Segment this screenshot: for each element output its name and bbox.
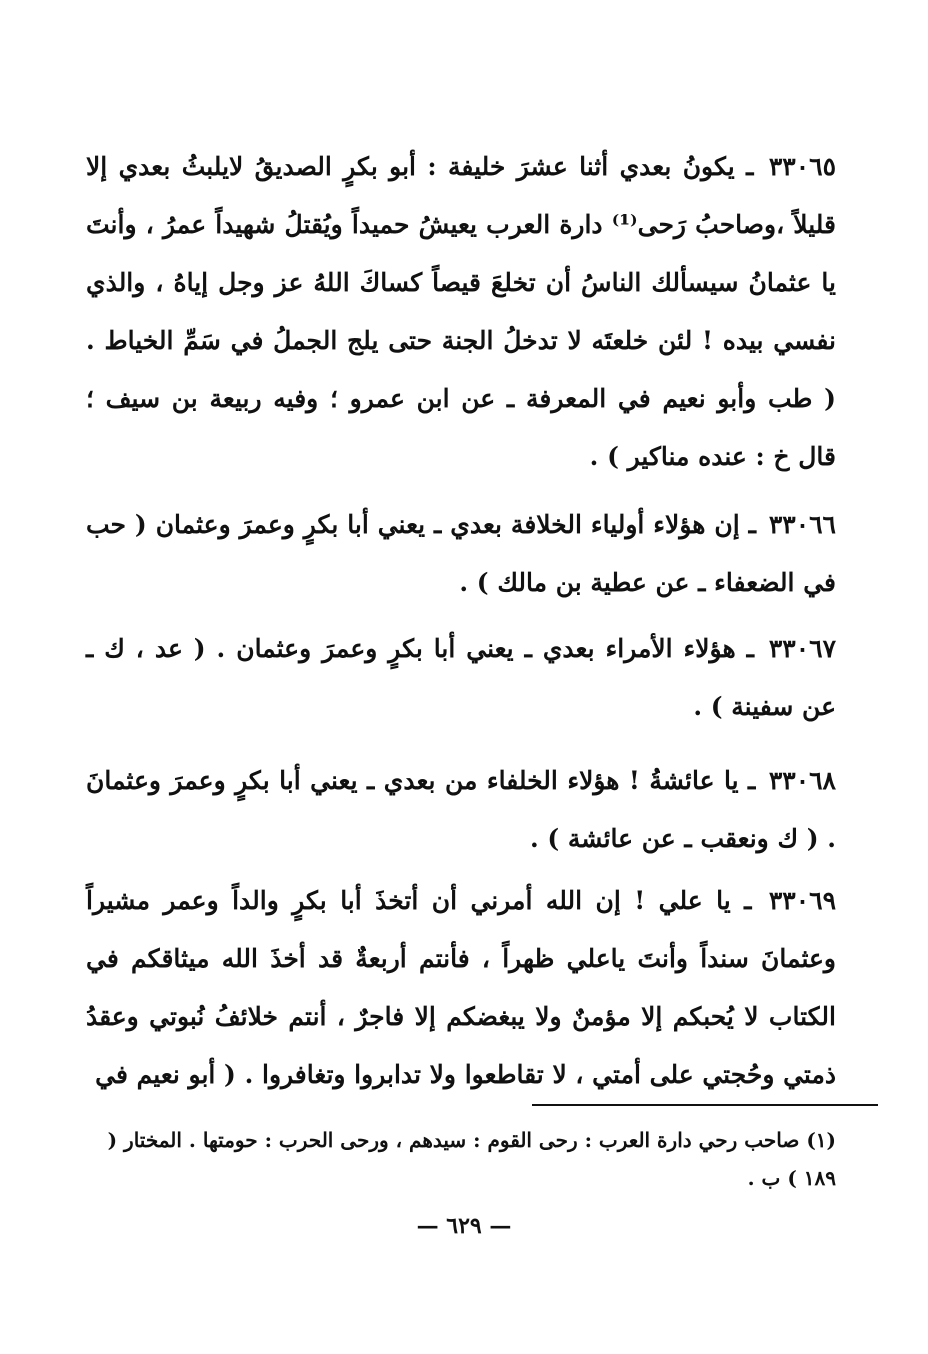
hadith-number: ٣٣٠٦٦ xyxy=(768,510,836,539)
hadith-33066 xyxy=(86,496,836,612)
hadith-number: ٣٣٠٦٩ xyxy=(768,886,836,915)
hadith-33067 xyxy=(86,620,836,736)
hadith-text: ـ إن هؤلاء أولياء الخلافة بعدي ـ يعني أبا بكرٍ وعمرَ وعثمان ( حب في الضعفاء ـ عن عطية بن مالك ) . xyxy=(86,510,836,597)
hadith-text: ـ يكونُ بعدي أثنا عشرَ خليفة : أبو بكرٍ الصديقُ لايلبثُ بعدي إلا قليلاً ،وصاحبُ رَحى⁽¹⁾ دارة العرب يعيشُ حميداً ويُقتلُ شهيداً عمرُ ، وأنتَ يا عثمانُ سيسألك الناسُ أن تخلعَ قيصاً كساكَ اللهُ عز وجل إياهُ ، والذي نفسي بيده ! لئن خلعتَه لا تدخلُ الجنة حتى يلج الجملُ في سَمِّ الخياط . ( طب وأبو نعيم في المعرفة ـ عن ابن عمرو ؛ وفيه ربيعة بن سيف ؛ قال خ : عنده مناكير ) . xyxy=(86,152,836,471)
hadith-text: ـ يا عائشةُ ! هؤلاء الخلفاء من بعدي ـ يعني أبا بكرٍ وعمرَ وعثمانَ . ( ك ونعقب ـ عن عائشة ) . xyxy=(86,766,836,853)
footnote: (١) صاحب رحي دارة العرب : رحى القوم : سيدهم ، ورحى الحرب : حومتها . المختار ( ١٨٩ ) ب . xyxy=(107,1128,836,1190)
hadith-number: ٣٣٠٦٨ xyxy=(768,766,836,795)
hadith-33069 xyxy=(86,872,836,1104)
hadith-number: ٣٣٠٦٧ xyxy=(768,634,836,663)
footnote-divider xyxy=(532,1104,878,1106)
hadith-33068 xyxy=(86,752,836,868)
hadith-33065 xyxy=(86,138,836,486)
page-number: — ٦٢٩ — xyxy=(416,1213,512,1239)
hadith-text: ـ يا علي ! إن الله أمرني أن أتخذَ أبا بكرٍ والداً وعمر مشيراً وعثمانَ سنداً وأنتَ ياعلي ظهراً ، فأنتم أربعةٌ قد أخذَ الله ميثاقكم في الكتاب لا يُحبكم إلا مؤمنٌ ولا يبغضكم إلا فاجرٌ ، أنتم خلائفُ نُبوتي وعقدُ ذمتي وحُجتي على أمتي ، لا تقاطعوا ولا تدابروا وتغافروا . ( أبو نعيم في xyxy=(86,886,836,1089)
hadith-text: ـ هؤلاء الأمراء بعدي ـ يعني أبا بكرٍ وعمرَ وعثمان . ( عد ، ك ـ عن سفينة ) . xyxy=(86,634,836,721)
hadith-number: ٣٣٠٦٥ xyxy=(768,152,836,181)
